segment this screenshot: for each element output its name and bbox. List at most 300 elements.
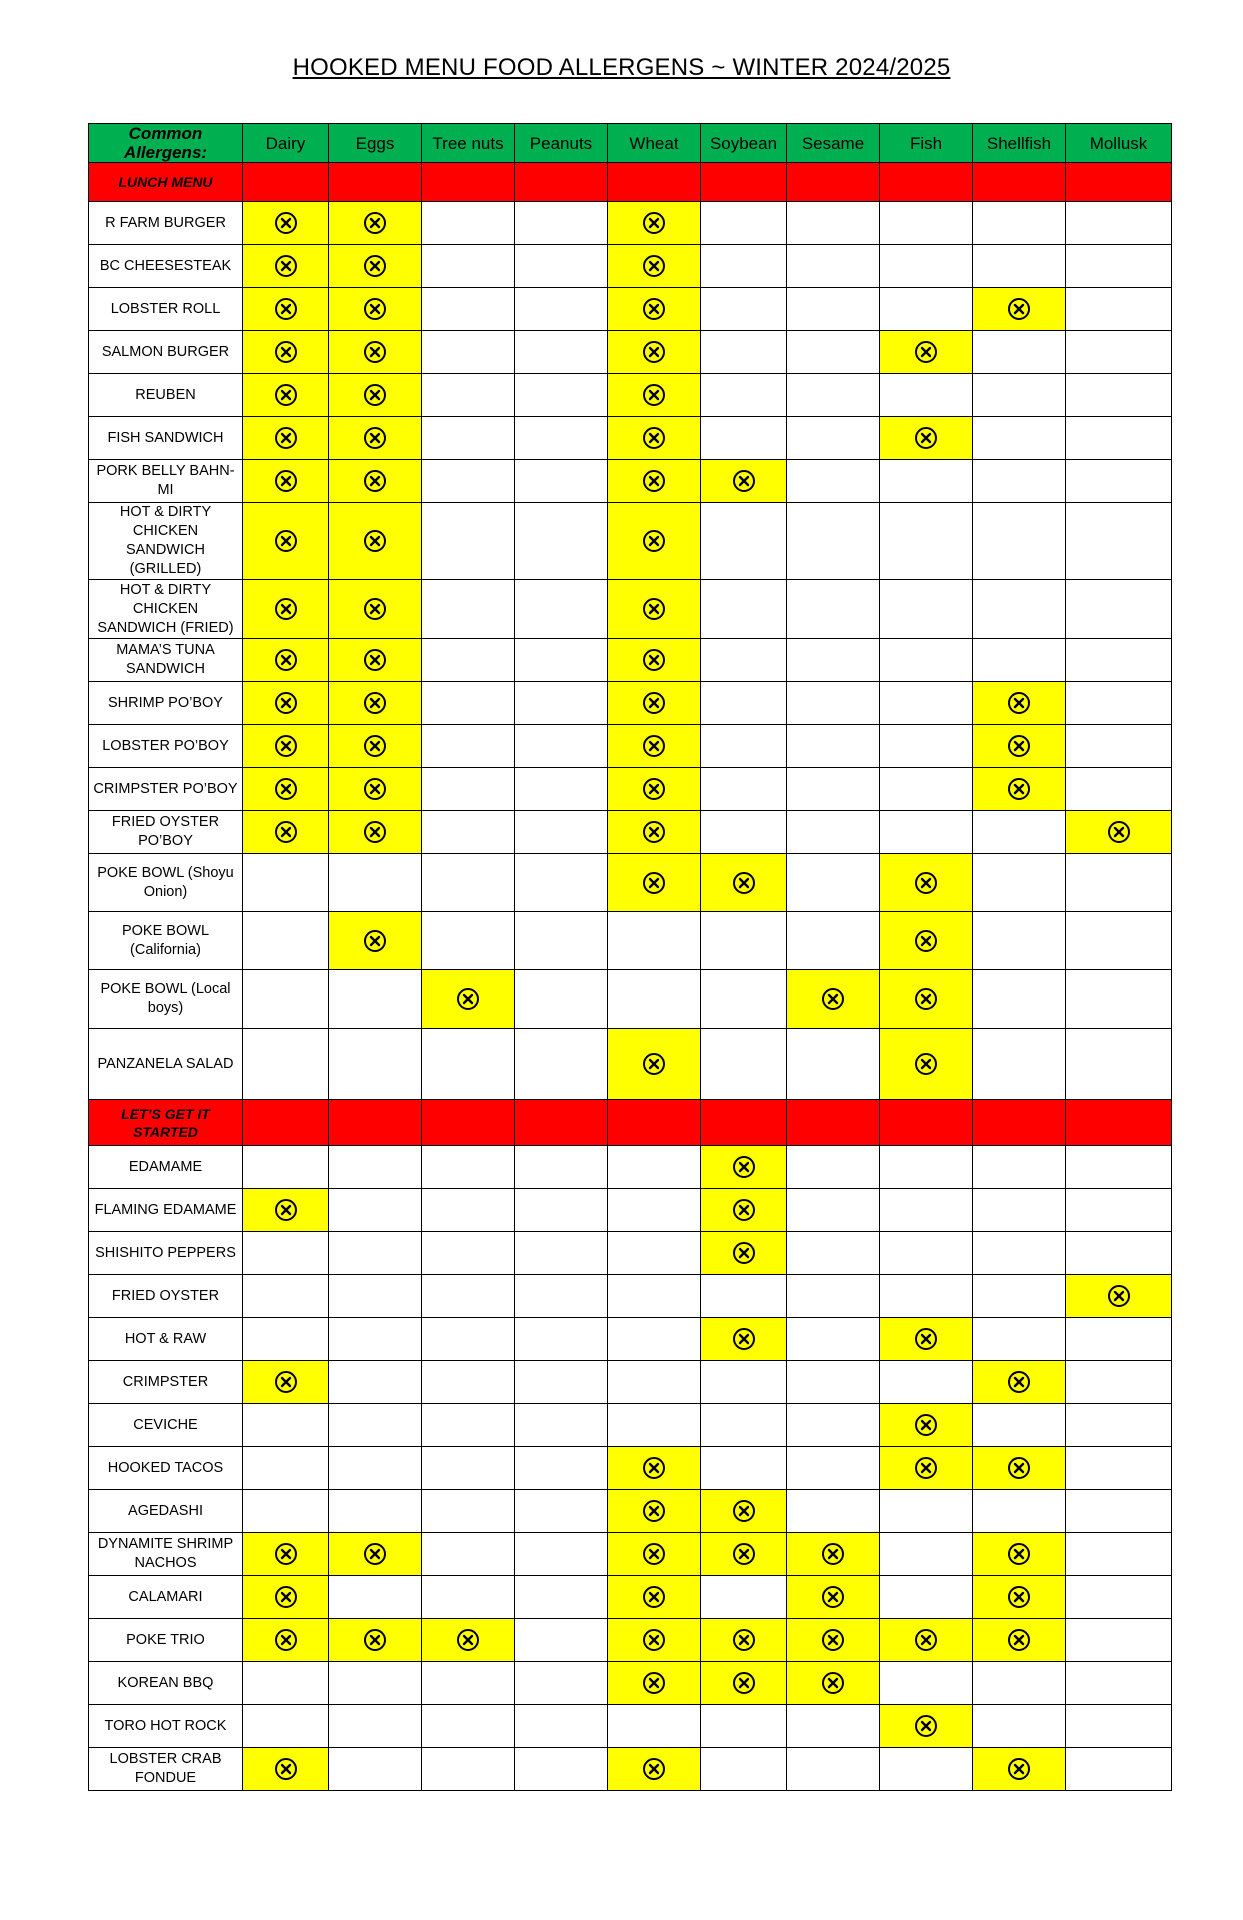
allergen-empty-cell <box>701 639 787 682</box>
allergen-header: Peanuts <box>515 124 608 163</box>
section-fill-cell <box>515 163 608 202</box>
circle-x-icon <box>642 1456 666 1480</box>
allergen-empty-cell <box>329 1576 422 1619</box>
menu-item-name: PANZANELA SALAD <box>89 1029 243 1100</box>
circle-x-icon <box>274 529 298 553</box>
allergen-empty-cell <box>1066 854 1172 912</box>
allergen-empty-cell <box>243 1404 329 1447</box>
allergen-empty-cell <box>422 1189 515 1232</box>
menu-item-name: POKE BOWL (Local boys) <box>89 970 243 1029</box>
allergen-empty-cell <box>515 288 608 331</box>
allergen-empty-cell <box>422 1705 515 1748</box>
section-fill-cell <box>880 1100 973 1146</box>
allergen-empty-cell <box>701 374 787 417</box>
allergen-header: Sesame <box>787 124 880 163</box>
allergen-present-cell <box>787 1619 880 1662</box>
allergen-empty-cell <box>515 854 608 912</box>
section-fill-cell <box>973 163 1066 202</box>
section-fill-cell <box>329 163 422 202</box>
circle-x-icon <box>914 1327 938 1351</box>
menu-item-name: LOBSTER CRAB FONDUE <box>89 1748 243 1791</box>
circle-x-icon <box>642 871 666 895</box>
allergen-empty-cell <box>787 1275 880 1318</box>
circle-x-icon <box>732 469 756 493</box>
allergen-present-cell <box>701 854 787 912</box>
allergen-empty-cell <box>329 1662 422 1705</box>
section-fill-cell <box>608 1100 701 1146</box>
allergen-empty-cell <box>515 1748 608 1791</box>
allergen-empty-cell <box>701 331 787 374</box>
menu-item-name: TORO HOT ROCK <box>89 1705 243 1748</box>
allergen-empty-cell <box>787 1447 880 1490</box>
allergen-present-cell <box>608 503 701 580</box>
circle-x-icon <box>363 383 387 407</box>
allergen-header: Mollusk <box>1066 124 1172 163</box>
circle-x-icon <box>1107 1284 1131 1308</box>
circle-x-icon <box>642 1499 666 1523</box>
allergen-empty-cell <box>701 288 787 331</box>
allergen-empty-cell <box>701 811 787 854</box>
allergen-empty-cell <box>243 1490 329 1533</box>
allergen-present-cell <box>243 288 329 331</box>
allergen-empty-cell <box>1066 1189 1172 1232</box>
allergen-empty-cell <box>422 503 515 580</box>
allergen-empty-cell <box>515 1189 608 1232</box>
menu-item-row <box>89 912 1172 970</box>
allergen-empty-cell <box>787 460 880 503</box>
circle-x-icon <box>642 597 666 621</box>
allergen-empty-cell <box>515 1404 608 1447</box>
menu-item-name: POKE BOWL (Shoyu Onion) <box>89 854 243 912</box>
allergen-empty-cell <box>329 1232 422 1275</box>
circle-x-icon <box>274 469 298 493</box>
allergen-empty-cell <box>515 1533 608 1576</box>
allergen-empty-cell <box>880 1275 973 1318</box>
allergen-empty-cell <box>1066 374 1172 417</box>
circle-x-icon <box>914 1456 938 1480</box>
allergen-empty-cell <box>515 811 608 854</box>
allergen-empty-cell <box>787 1189 880 1232</box>
circle-x-icon <box>642 648 666 672</box>
allergen-empty-cell <box>1066 1705 1172 1748</box>
allergen-present-cell <box>608 811 701 854</box>
allergen-present-cell <box>701 1318 787 1361</box>
circle-x-icon <box>642 691 666 715</box>
allergen-empty-cell <box>1066 768 1172 811</box>
allergen-empty-cell <box>973 1318 1066 1361</box>
allergen-present-cell <box>701 1189 787 1232</box>
allergen-empty-cell <box>701 1705 787 1748</box>
section-header-row <box>89 1100 1172 1146</box>
allergen-empty-cell <box>422 1447 515 1490</box>
allergen-empty-cell <box>1066 331 1172 374</box>
menu-item-row <box>89 1232 1172 1275</box>
allergen-present-cell <box>329 374 422 417</box>
allergen-empty-cell <box>787 854 880 912</box>
allergen-present-cell <box>880 1705 973 1748</box>
allergen-empty-cell <box>787 245 880 288</box>
allergen-empty-cell <box>787 288 880 331</box>
circle-x-icon <box>642 1052 666 1076</box>
allergen-empty-cell <box>1066 1361 1172 1404</box>
allergen-empty-cell <box>973 1146 1066 1189</box>
allergen-empty-cell <box>422 331 515 374</box>
allergen-present-cell <box>243 1748 329 1791</box>
circle-x-icon <box>274 1585 298 1609</box>
allergen-empty-cell <box>787 1748 880 1791</box>
allergen-empty-cell <box>787 1232 880 1275</box>
allergen-header: Fish <box>880 124 973 163</box>
menu-item-row <box>89 854 1172 912</box>
section-fill-cell <box>422 1100 515 1146</box>
menu-item-name: MAMA’S TUNA SANDWICH <box>89 639 243 682</box>
allergen-empty-cell <box>422 460 515 503</box>
allergen-empty-cell <box>515 1232 608 1275</box>
menu-item-name: CRIMPSTER PO’BOY <box>89 768 243 811</box>
allergen-empty-cell <box>422 1662 515 1705</box>
allergen-empty-cell <box>243 1662 329 1705</box>
allergen-empty-cell <box>880 374 973 417</box>
menu-item-row <box>89 725 1172 768</box>
allergen-empty-cell <box>973 1705 1066 1748</box>
allergen-present-cell <box>973 1447 1066 1490</box>
allergen-empty-cell <box>1066 1447 1172 1490</box>
allergen-empty-cell <box>1066 460 1172 503</box>
circle-x-icon <box>914 987 938 1011</box>
allergen-empty-cell <box>422 682 515 725</box>
allergen-empty-cell <box>973 1275 1066 1318</box>
allergen-empty-cell <box>422 288 515 331</box>
circle-x-icon <box>914 1714 938 1738</box>
menu-item-name: HOOKED TACOS <box>89 1447 243 1490</box>
menu-item-name: HOT & RAW <box>89 1318 243 1361</box>
allergen-present-cell <box>973 725 1066 768</box>
circle-x-icon <box>274 777 298 801</box>
allergen-empty-cell <box>880 1146 973 1189</box>
menu-item-row <box>89 580 1172 639</box>
allergen-empty-cell <box>515 1576 608 1619</box>
menu-item-name: CEVICHE <box>89 1404 243 1447</box>
allergen-empty-cell <box>243 1318 329 1361</box>
allergen-present-cell <box>880 1619 973 1662</box>
allergen-present-cell <box>329 580 422 639</box>
allergen-empty-cell <box>880 1576 973 1619</box>
circle-x-icon <box>732 1241 756 1265</box>
allergen-empty-cell <box>422 374 515 417</box>
allergen-empty-cell <box>1066 1318 1172 1361</box>
allergen-empty-cell <box>515 970 608 1029</box>
allergen-empty-cell <box>329 854 422 912</box>
allergen-empty-cell <box>880 460 973 503</box>
menu-item-row <box>89 245 1172 288</box>
allergen-empty-cell <box>515 1705 608 1748</box>
allergen-present-cell <box>243 331 329 374</box>
menu-item-row <box>89 1318 1172 1361</box>
circle-x-icon <box>363 297 387 321</box>
allergen-empty-cell <box>1066 912 1172 970</box>
section-fill-cell <box>515 1100 608 1146</box>
menu-item-row <box>89 1576 1172 1619</box>
menu-item-name: KOREAN BBQ <box>89 1662 243 1705</box>
allergen-empty-cell <box>515 682 608 725</box>
allergen-empty-cell <box>973 811 1066 854</box>
circle-x-icon <box>1007 1542 1031 1566</box>
circle-x-icon <box>821 987 845 1011</box>
allergen-empty-cell <box>515 1318 608 1361</box>
allergen-empty-cell <box>787 331 880 374</box>
allergen-present-cell <box>243 460 329 503</box>
allergen-empty-cell <box>973 580 1066 639</box>
allergen-empty-cell <box>243 854 329 912</box>
allergen-empty-cell <box>515 460 608 503</box>
allergen-empty-cell <box>701 1275 787 1318</box>
allergen-present-cell <box>701 1619 787 1662</box>
allergen-present-cell <box>243 1576 329 1619</box>
circle-x-icon <box>914 340 938 364</box>
circle-x-icon <box>1007 734 1031 758</box>
allergen-empty-cell <box>787 1029 880 1100</box>
circle-x-icon <box>642 297 666 321</box>
allergen-empty-cell <box>973 639 1066 682</box>
menu-item-row <box>89 682 1172 725</box>
menu-item-row <box>89 811 1172 854</box>
allergen-present-cell <box>701 1662 787 1705</box>
circle-x-icon <box>274 211 298 235</box>
menu-item-row <box>89 417 1172 460</box>
menu-item-name: POKE TRIO <box>89 1619 243 1662</box>
allergen-empty-cell <box>1066 639 1172 682</box>
allergen-present-cell <box>329 288 422 331</box>
allergen-present-cell <box>329 245 422 288</box>
menu-item-row <box>89 1361 1172 1404</box>
allergen-present-cell <box>243 503 329 580</box>
circle-x-icon <box>642 1628 666 1652</box>
allergen-present-cell <box>243 768 329 811</box>
allergen-empty-cell <box>515 580 608 639</box>
allergen-empty-cell <box>243 970 329 1029</box>
allergen-empty-cell <box>701 1361 787 1404</box>
allergen-empty-cell <box>701 1576 787 1619</box>
circle-x-icon <box>274 1757 298 1781</box>
allergen-present-cell <box>608 460 701 503</box>
menu-item-row <box>89 1490 1172 1533</box>
circle-x-icon <box>456 987 480 1011</box>
circle-x-icon <box>274 1628 298 1652</box>
menu-item-name: BC CHEESESTEAK <box>89 245 243 288</box>
circle-x-icon <box>1007 691 1031 715</box>
allergen-present-cell <box>243 811 329 854</box>
allergen-empty-cell <box>608 1275 701 1318</box>
section-fill-cell <box>608 163 701 202</box>
allergen-empty-cell <box>1066 580 1172 639</box>
circle-x-icon <box>732 1542 756 1566</box>
allergen-present-cell <box>973 1619 1066 1662</box>
menu-item-row <box>89 1146 1172 1189</box>
allergen-empty-cell <box>787 1361 880 1404</box>
allergen-present-cell <box>880 970 973 1029</box>
allergen-empty-cell <box>608 1705 701 1748</box>
allergen-empty-cell <box>701 725 787 768</box>
allergen-present-cell <box>243 639 329 682</box>
allergen-empty-cell <box>880 1189 973 1232</box>
allergen-empty-cell <box>422 1361 515 1404</box>
allergen-present-cell <box>608 1619 701 1662</box>
menu-item-row <box>89 1189 1172 1232</box>
allergen-empty-cell <box>422 811 515 854</box>
circle-x-icon <box>642 383 666 407</box>
allergen-header: Dairy <box>243 124 329 163</box>
allergen-empty-cell <box>1066 970 1172 1029</box>
circle-x-icon <box>642 1585 666 1609</box>
allergen-empty-cell <box>608 1232 701 1275</box>
allergen-empty-cell <box>701 417 787 460</box>
allergen-present-cell <box>243 202 329 245</box>
allergen-empty-cell <box>422 912 515 970</box>
circle-x-icon <box>642 820 666 844</box>
allergen-present-cell <box>880 1029 973 1100</box>
circle-x-icon <box>363 340 387 364</box>
menu-item-row <box>89 288 1172 331</box>
allergen-empty-cell <box>973 202 1066 245</box>
allergen-present-cell <box>243 374 329 417</box>
circle-x-icon <box>456 1628 480 1652</box>
allergen-empty-cell <box>1066 1232 1172 1275</box>
circle-x-icon <box>642 529 666 553</box>
allergen-empty-cell <box>701 1029 787 1100</box>
circle-x-icon <box>821 1628 845 1652</box>
allergen-empty-cell <box>973 912 1066 970</box>
menu-item-row <box>89 1275 1172 1318</box>
allergen-header: Shellfish <box>973 124 1066 163</box>
allergen-present-cell <box>880 1318 973 1361</box>
allergen-header: Tree nuts <box>422 124 515 163</box>
allergen-empty-cell <box>1066 288 1172 331</box>
circle-x-icon <box>363 1628 387 1652</box>
allergen-present-cell <box>608 1490 701 1533</box>
allergen-empty-cell <box>701 682 787 725</box>
allergen-empty-cell <box>787 1146 880 1189</box>
allergen-empty-cell <box>787 682 880 725</box>
allergen-present-cell <box>329 417 422 460</box>
circle-x-icon <box>914 929 938 953</box>
allergen-empty-cell <box>515 1662 608 1705</box>
allergen-empty-cell <box>515 725 608 768</box>
menu-item-name: SALMON BURGER <box>89 331 243 374</box>
allergen-empty-cell <box>515 374 608 417</box>
circle-x-icon <box>363 426 387 450</box>
allergen-present-cell <box>608 202 701 245</box>
allergen-empty-cell <box>1066 1404 1172 1447</box>
circle-x-icon <box>274 1370 298 1394</box>
allergen-empty-cell <box>880 1662 973 1705</box>
allergen-empty-cell <box>787 374 880 417</box>
circle-x-icon <box>642 734 666 758</box>
allergen-empty-cell <box>701 1748 787 1791</box>
allergen-empty-cell <box>329 1447 422 1490</box>
allergen-empty-cell <box>973 245 1066 288</box>
circle-x-icon <box>1007 297 1031 321</box>
allergen-table <box>88 123 1172 1791</box>
allergen-empty-cell <box>973 417 1066 460</box>
allergen-present-cell <box>329 331 422 374</box>
allergen-empty-cell <box>880 1748 973 1791</box>
allergen-empty-cell <box>243 1275 329 1318</box>
circle-x-icon <box>642 426 666 450</box>
menu-item-row <box>89 503 1172 580</box>
allergen-present-cell <box>329 768 422 811</box>
circle-x-icon <box>274 597 298 621</box>
circle-x-icon <box>914 1628 938 1652</box>
circle-x-icon <box>1007 1628 1031 1652</box>
allergen-empty-cell <box>243 1232 329 1275</box>
allergen-present-cell <box>701 1490 787 1533</box>
allergen-present-cell <box>243 682 329 725</box>
circle-x-icon <box>363 777 387 801</box>
allergen-empty-cell <box>973 1232 1066 1275</box>
circle-x-icon <box>274 734 298 758</box>
allergen-empty-cell <box>787 725 880 768</box>
allergen-empty-cell <box>608 1146 701 1189</box>
allergen-empty-cell <box>515 912 608 970</box>
allergen-empty-cell <box>973 331 1066 374</box>
allergen-empty-cell <box>787 811 880 854</box>
allergen-present-cell <box>608 682 701 725</box>
circle-x-icon <box>274 1542 298 1566</box>
menu-item-row <box>89 1533 1172 1576</box>
circle-x-icon <box>274 820 298 844</box>
menu-item-row <box>89 1029 1172 1100</box>
allergen-empty-cell <box>422 1146 515 1189</box>
allergen-present-cell <box>973 1748 1066 1791</box>
menu-item-name: DYNAMITE SHRIMP NACHOS <box>89 1533 243 1576</box>
menu-item-row <box>89 1705 1172 1748</box>
allergen-empty-cell <box>973 1029 1066 1100</box>
section-fill-cell <box>787 163 880 202</box>
allergen-empty-cell <box>422 854 515 912</box>
menu-item-row <box>89 1447 1172 1490</box>
allergen-empty-cell <box>515 331 608 374</box>
allergen-empty-cell <box>973 1662 1066 1705</box>
allergen-empty-cell <box>701 1447 787 1490</box>
circle-x-icon <box>821 1671 845 1695</box>
allergen-empty-cell <box>787 639 880 682</box>
allergen-present-cell <box>329 811 422 854</box>
allergen-empty-cell <box>422 1404 515 1447</box>
allergen-empty-cell <box>422 1275 515 1318</box>
circle-x-icon <box>732 1198 756 1222</box>
circle-x-icon <box>1007 1757 1031 1781</box>
allergen-present-cell <box>608 374 701 417</box>
circle-x-icon <box>732 1499 756 1523</box>
allergen-present-cell <box>880 854 973 912</box>
allergen-empty-cell <box>1066 1490 1172 1533</box>
allergen-empty-cell <box>422 580 515 639</box>
menu-item-name: AGEDASHI <box>89 1490 243 1533</box>
section-title: LET’S GET IT STARTED <box>89 1100 243 1146</box>
menu-item-name: SHISHITO PEPPERS <box>89 1232 243 1275</box>
circle-x-icon <box>732 1628 756 1652</box>
allergen-empty-cell <box>701 503 787 580</box>
allergen-empty-cell <box>1066 417 1172 460</box>
allergen-empty-cell <box>243 1029 329 1100</box>
allergen-empty-cell <box>329 1029 422 1100</box>
section-fill-cell <box>243 1100 329 1146</box>
menu-item-name: FLAMING EDAMAME <box>89 1189 243 1232</box>
allergen-present-cell <box>701 1533 787 1576</box>
allergen-present-cell <box>608 1748 701 1791</box>
allergen-present-cell <box>973 1576 1066 1619</box>
allergen-present-cell <box>608 245 701 288</box>
